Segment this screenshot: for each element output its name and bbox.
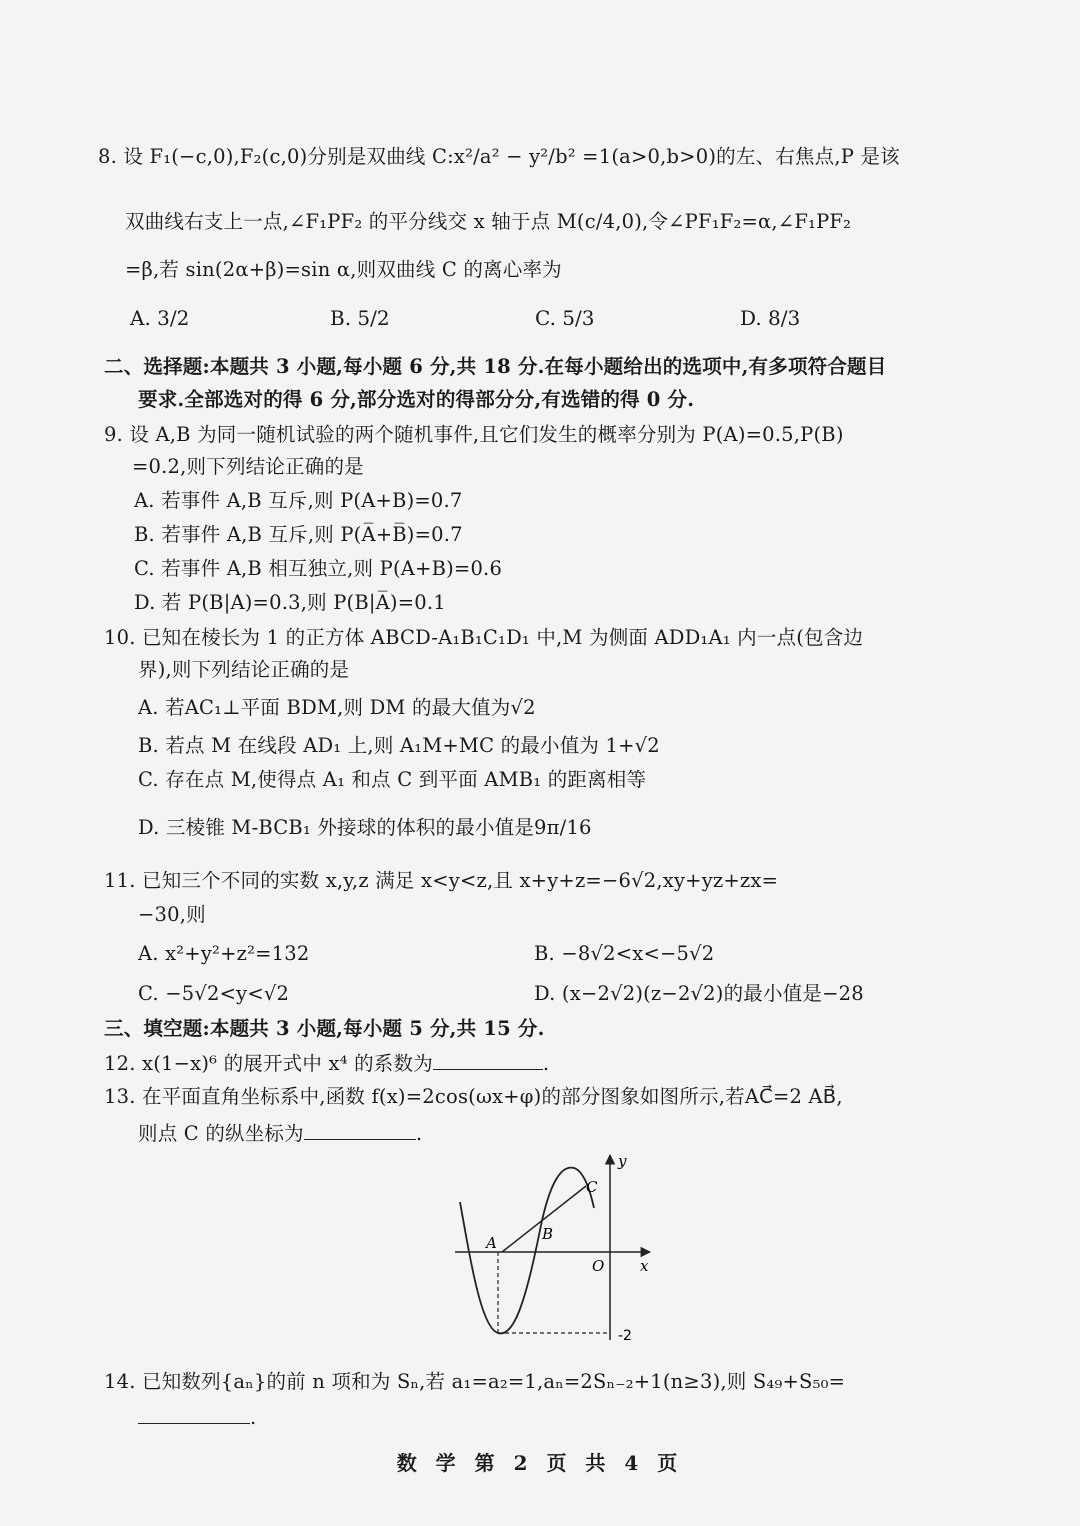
q9-line2: =0.2,则下列结论正确的是 xyxy=(132,455,364,478)
q13-line2 xyxy=(138,1119,422,1148)
q8-option-a: A. 3/2 xyxy=(130,306,190,330)
q13-answer-blank xyxy=(304,1119,416,1140)
cosine-curve xyxy=(460,1168,594,1334)
q10-line1: 10. 已知在棱长为 1 的正方体 ABCD-A₁B₁C₁D₁ 中,M 为侧面 ADD₁A₁ 内一点(包含边 xyxy=(104,626,864,649)
section2-header-line2: 要求.全部选对的得 6 分,部分选对的得部分分,有选错的得 0 分. xyxy=(138,388,695,411)
q11-line2: −30,则 xyxy=(138,903,206,926)
q14-line1: 14. 已知数列{aₙ}的前 n 项和为 Sₙ,若 a₁=a₂=1,aₙ=2Sₙ₋₂+1(n≥3),则 S₄₉+S₅₀= xyxy=(104,1370,846,1393)
q13-line1: 13. 在平面直角坐标系中,函数 f(x)=2cos(ωx+φ)的部分图象如图所示,若AC⃗=2 AB⃗, xyxy=(104,1085,843,1108)
q12-answer-blank xyxy=(433,1049,543,1070)
q8-option-b: B. 5/2 xyxy=(330,306,390,330)
q9-option-a: A. 若事件 A,B 互斥,则 P(A+B)=0.7 xyxy=(134,489,463,512)
label-b: B xyxy=(542,1225,554,1243)
label-neg2: -2 xyxy=(618,1328,632,1344)
page-footer: 数 学 第 2 页 共 4 页 xyxy=(396,1451,684,1475)
q14-line2 xyxy=(138,1403,256,1432)
q10-option-a: A. 若AC₁⊥平面 BDM,则 DM 的最大值为√2 xyxy=(138,696,536,719)
section2-header-line1: 二、选择题:本题共 3 小题,每小题 6 分,共 18 分.在每小题给出的选项中,有多项符合题目 xyxy=(104,355,887,378)
q11-option-c: C. −5√2<y<√2 xyxy=(138,982,290,1005)
q12-text: 12. x(1−x)⁶ 的展开式中 x⁴ 的系数为 xyxy=(104,1052,433,1075)
q9-option-d: D. 若 P(B|A)=0.3,则 P(B|A̅)=0.1 xyxy=(134,591,446,614)
label-o: O xyxy=(592,1257,605,1275)
q8-option-d: D. 8/3 xyxy=(740,306,801,330)
q13-line2-text: 则点 C 的纵坐标为 xyxy=(138,1122,304,1145)
q10-option-c: C. 存在点 M,使得点 A₁ 和点 C 到平面 AMB₁ 的距离相等 xyxy=(138,768,647,791)
label-x: x xyxy=(640,1257,649,1275)
q13-end: . xyxy=(415,1122,423,1145)
q8-line1: 8. 设 F₁(−c,0),F₂(c,0)分别是双曲线 C:x²/a² − y²/b² =1(a>0,b>0)的左、右焦点,P 是该 xyxy=(98,145,900,168)
q14-answer-blank xyxy=(138,1403,250,1424)
q10-option-b: B. 若点 M 在线段 AD₁ 上,则 A₁M+MC 的最小值为 1+√2 xyxy=(138,734,660,757)
q9-option-b: B. 若事件 A,B 互斥,则 P(A̅+B̅)=0.7 xyxy=(134,523,463,546)
q11-option-a: A. x²+y²+z²=132 xyxy=(138,942,310,965)
q9-option-c: C. 若事件 A,B 相互独立,则 P(A+B)=0.6 xyxy=(134,557,503,580)
q14-end: . xyxy=(250,1406,257,1429)
q9-line1: 9. 设 A,B 为同一随机试验的两个随机事件,且它们发生的概率分别为 P(A)=0.5,P(B) xyxy=(104,423,844,446)
q12 xyxy=(104,1049,549,1078)
label-a: A xyxy=(486,1234,497,1252)
label-y: y xyxy=(618,1152,627,1170)
q11-option-d: D. (x−2√2)(z−2√2)的最小值是−28 xyxy=(534,982,864,1005)
q8-option-c: C. 5/3 xyxy=(535,306,595,330)
q8-line2: 双曲线右支上一点,∠F₁PF₂ 的平分线交 x 轴于点 M(c/4,0),令∠PF₁F₂=α,∠F₁PF₂ xyxy=(125,210,852,233)
q8-line3: =β,若 sin(2α+β)=sin α,则双曲线 C 的离心率为 xyxy=(125,258,562,281)
section3-header: 三、填空题:本题共 3 小题,每小题 5 分,共 15 分. xyxy=(104,1017,545,1040)
label-c: C xyxy=(586,1178,598,1196)
cosine-graph-figure xyxy=(450,1150,670,1350)
q11-line1: 11. 已知三个不同的实数 x,y,z 满足 x<y<z,且 x+y+z=−6√2,xy+yz+zx= xyxy=(104,869,779,892)
q10-option-d: D. 三棱锥 M-BCB₁ 外接球的体积的最小值是9π/16 xyxy=(138,816,592,839)
q12-end: . xyxy=(542,1052,550,1075)
q11-option-b: B. −8√2<x<−5√2 xyxy=(534,942,715,965)
q10-line2: 界),则下列结论正确的是 xyxy=(138,658,350,681)
